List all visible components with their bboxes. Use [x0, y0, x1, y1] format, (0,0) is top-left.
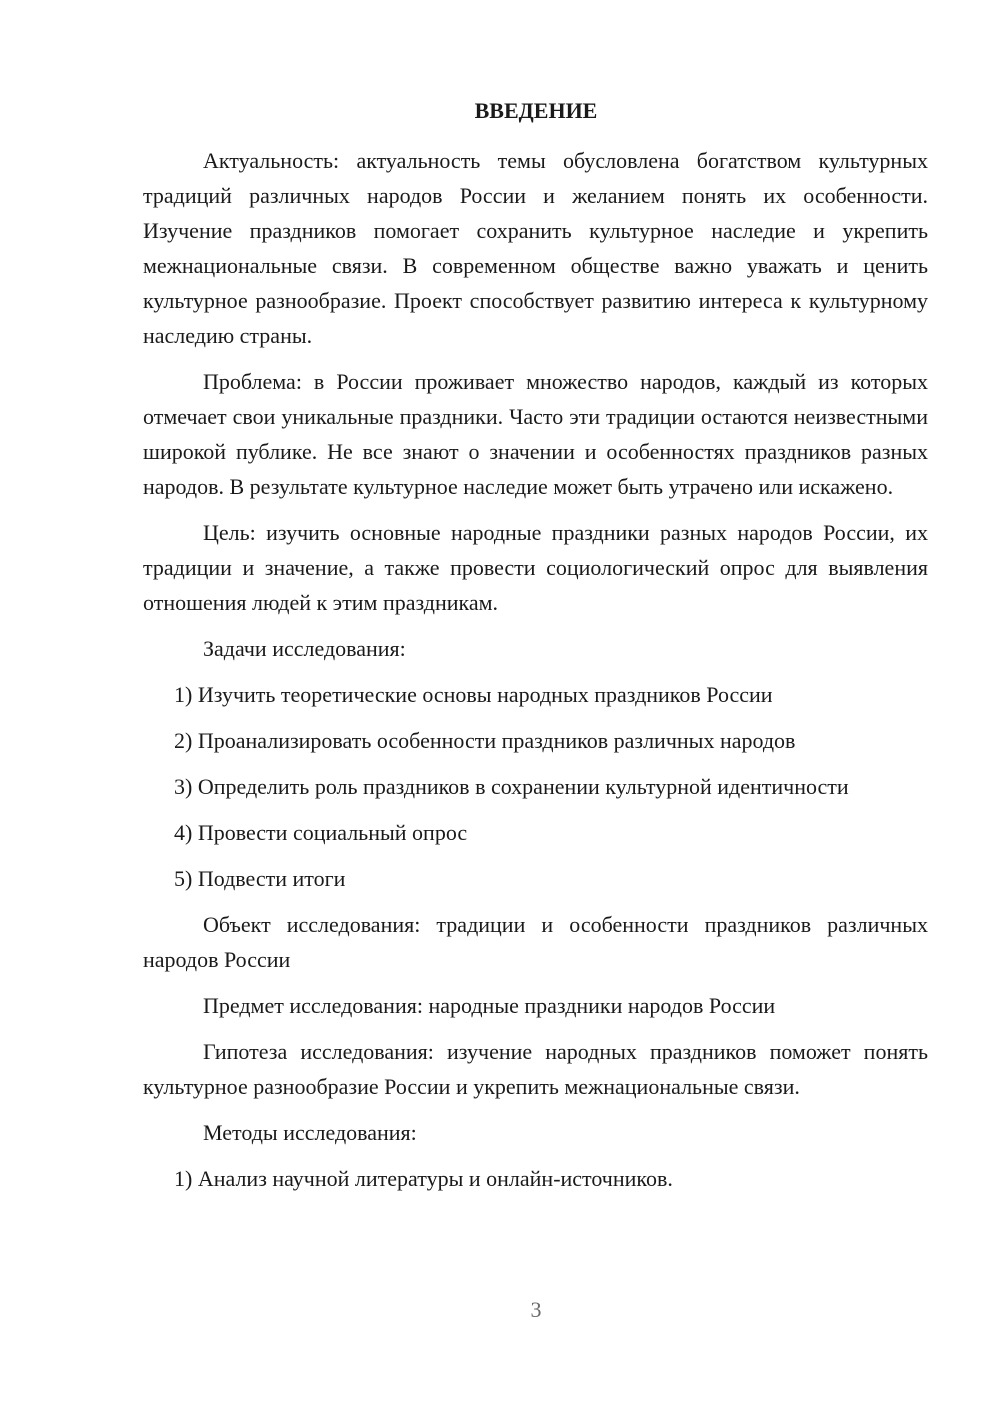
paragraph-tasks-heading: Задачи исследования:: [203, 636, 406, 661]
paragraph-methods-heading: Методы исследования:: [203, 1120, 417, 1145]
paragraph-problem: Проблема: в России проживает множество народов, каждый из которых отмечает свои уникальные праздники. Часто эти традиции остаются неизвестными широкой публике. Не все знают о значении и особенностях праздников разных народов. В результате культурное наследие может быть утрачено или искажено.: [143, 369, 928, 499]
paragraph-object: Объект исследования: традиции и особенности праздников различных народов России: [143, 912, 928, 972]
list-item-method-1: 1) Анализ научной литературы и онлайн-источников.: [174, 1166, 673, 1191]
list-item-task-5: 5) Подвести итоги: [174, 866, 346, 891]
list-item-task-3: 3) Определить роль праздников в сохранении культурной идентичности: [174, 774, 849, 799]
page-number: 3: [530, 1297, 542, 1322]
page-title: ВВЕДЕНИЕ: [474, 98, 598, 123]
paragraph-subject: Предмет исследования: народные праздники народов России: [203, 993, 776, 1018]
list-item-task-4: 4) Провести социальный опрос: [174, 820, 468, 845]
paragraph-relevance: Актуальность: актуальность темы обусловлена богатством культурных традиций различных народов России и желанием понять их особенности. Изучение праздников помогает сохранить культурное наследие и укрепить межнациональные связи. В современном обществе важно уважать и ценить культурное разнообразие. Проект способствует развитию интереса к культурному наследию страны.: [143, 148, 928, 348]
body-text: [143, 143, 928, 1207]
list-item-task-2: 2) Проанализировать особенности праздников различных народов: [174, 728, 796, 753]
paragraph-hypothesis: Гипотеза исследования: изучение народных праздников поможет понять культурное разнообразие России и укрепить межнациональные связи.: [143, 1039, 928, 1099]
paragraph-goal: Цель: изучить основные народные праздники разных народов России, их традиции и значение, а также провести социологический опрос для выявления отношения людей к этим праздникам.: [143, 520, 928, 615]
list-item-task-1: 1) Изучить теоретические основы народных праздников России: [174, 682, 773, 707]
